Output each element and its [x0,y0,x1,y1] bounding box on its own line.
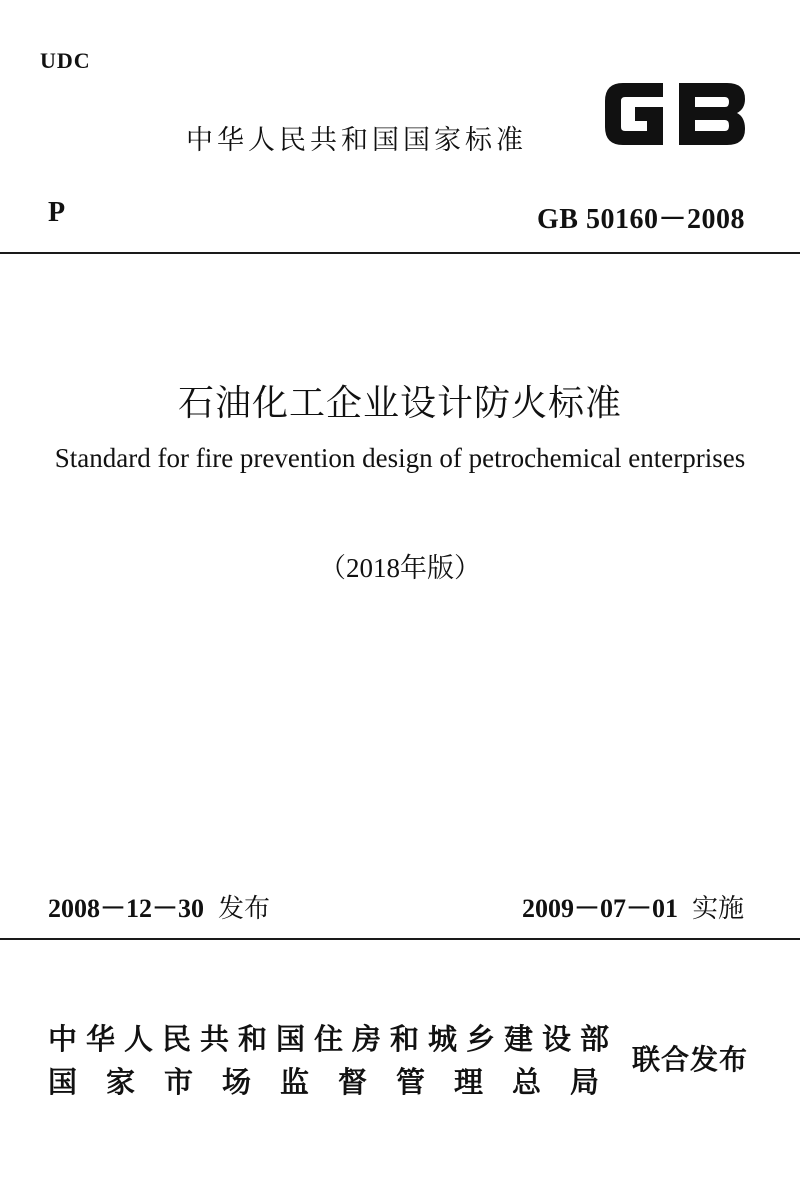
publish-date-block [48,888,270,925]
edition-label: （2018年版） [319,553,481,583]
implement-date: 2009－07－01 [521,894,678,923]
udc-label: UDC [40,48,91,73]
document-title-english: Standard for fire prevention design of petrochemical enterprises [54,443,746,473]
implement-date-block [522,888,744,925]
top-divider [0,252,800,254]
standard-number: GB 50160－2008 [537,204,745,235]
classification-code: P [48,197,66,228]
joint-issue-label: 联合发布 [632,1043,749,1076]
issuer-ministry: 中华人民共和国住房和城乡建设部 [48,1022,619,1056]
bottom-divider [0,938,800,940]
publish-date: 2008－12－30 [48,894,205,923]
publish-label: 发布 [218,894,271,924]
implement-label: 实施 [691,894,744,924]
gb-logo-icon [601,77,749,151]
national-standard-title: 中华人民共和国国家标准 [186,125,527,156]
gb-logo [601,77,749,151]
document-title-chinese: 石油化工企业设计防火标准 [177,383,622,424]
issuer-administration: 国家市场监督管理总局 [48,1065,629,1099]
